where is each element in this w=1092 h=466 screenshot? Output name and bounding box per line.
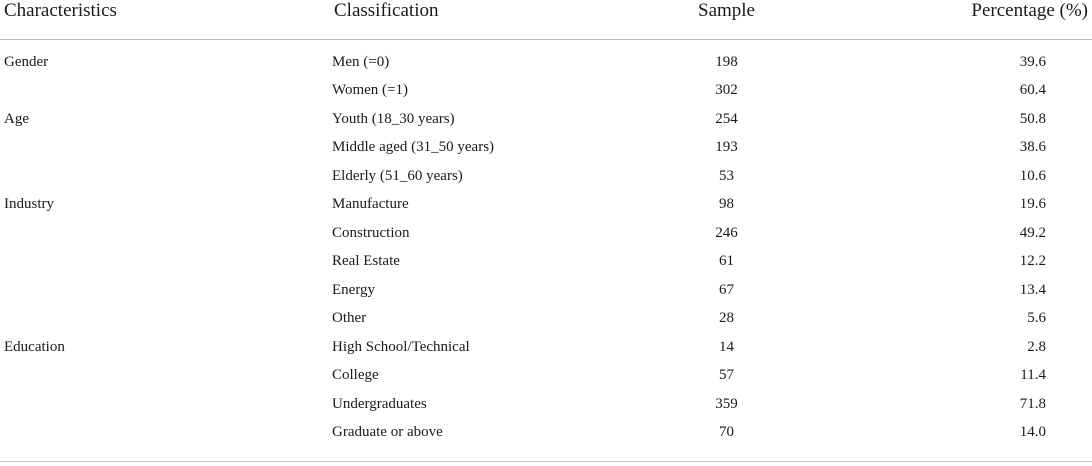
header-row (0, 0, 1092, 40)
cell-sample: 246 (715, 224, 738, 241)
cell-classification: Women (=1) (332, 82, 408, 99)
cell-sample: 98 (719, 196, 734, 213)
cell-characteristic: Education (4, 338, 65, 355)
table-row (0, 419, 1092, 448)
cell-percentage: 38.6 (1019, 139, 1046, 156)
cell-classification: Energy (332, 281, 376, 298)
table-row (0, 248, 1092, 277)
bottom-rule (0, 461, 1092, 462)
header-characteristics: Characteristics (0, 0, 330, 40)
table-row (0, 191, 1092, 220)
cell-percentage: 10.6 (1019, 167, 1046, 184)
cell-classification: Undergraduates (332, 395, 427, 412)
cell-sample: 61 (719, 253, 734, 270)
cell-percentage: 13.4 (1019, 281, 1046, 298)
cell-classification: Real Estate (332, 253, 400, 270)
cell-characteristic (0, 77, 330, 106)
cell-characteristic: Gender (4, 53, 49, 70)
cell-characteristic: Age (4, 110, 29, 127)
cell-classification: College (332, 367, 379, 384)
cell-characteristic (0, 390, 330, 419)
cell-characteristic (0, 162, 330, 191)
cell-characteristic (0, 134, 330, 163)
cell-classification: Other (332, 310, 367, 327)
table-row (0, 219, 1092, 248)
table-row (0, 77, 1092, 106)
cell-classification: High School/Technical (332, 338, 470, 355)
cell-characteristic (0, 305, 330, 334)
table-row (0, 390, 1092, 419)
table-row (0, 105, 1092, 134)
cell-characteristic (0, 276, 330, 305)
cell-sample: 70 (719, 424, 734, 441)
cell-characteristic: Industry (4, 196, 54, 213)
cell-percentage: 39.6 (1019, 53, 1046, 70)
table-header (0, 0, 1092, 40)
table-row (0, 305, 1092, 334)
cell-sample: 28 (719, 310, 734, 327)
cell-sample: 57 (719, 367, 734, 384)
cell-sample: 193 (715, 139, 738, 156)
cell-classification: Manufacture (332, 196, 409, 213)
header-percentage: Percentage (%) (793, 0, 1092, 40)
cell-classification: Construction (332, 224, 410, 241)
cell-percentage: 19.6 (1019, 196, 1046, 213)
cell-characteristic (0, 419, 330, 448)
cell-characteristic (0, 219, 330, 248)
cell-classification: Youth (18_30 years) (332, 110, 455, 127)
header-classification: Classification (330, 0, 660, 40)
cell-percentage: 49.2 (1019, 224, 1046, 241)
cell-classification: Elderly (51_60 years) (332, 167, 463, 184)
table-row (0, 162, 1092, 191)
cell-percentage: 5.6 (1027, 310, 1046, 327)
cell-sample: 67 (719, 281, 734, 298)
table-body (0, 40, 1092, 448)
cell-percentage: 11.4 (1020, 367, 1046, 384)
cell-sample: 53 (719, 167, 734, 184)
cell-classification: Men (=0) (332, 53, 390, 70)
cell-sample: 198 (715, 53, 738, 70)
cell-sample: 14 (719, 338, 734, 355)
table-row (0, 362, 1092, 391)
cell-sample: 254 (715, 110, 738, 127)
cell-percentage: 71.8 (1019, 395, 1046, 412)
table-row (0, 134, 1092, 163)
cell-percentage: 12.2 (1019, 253, 1046, 270)
table-row (0, 276, 1092, 305)
cell-sample: 359 (715, 395, 738, 412)
cell-percentage: 50.8 (1019, 110, 1046, 127)
header-sample: Sample (660, 0, 793, 40)
table-row (0, 40, 1092, 77)
cell-percentage: 2.8 (1027, 338, 1046, 355)
cell-characteristic (0, 248, 330, 277)
cell-classification: Middle aged (31_50 years) (332, 139, 495, 156)
cell-classification: Graduate or above (332, 424, 443, 441)
cell-sample: 302 (715, 82, 738, 99)
cell-characteristic (0, 362, 330, 391)
cell-percentage: 60.4 (1019, 82, 1046, 99)
cell-percentage: 14.0 (1019, 424, 1046, 441)
table-row (0, 333, 1092, 362)
